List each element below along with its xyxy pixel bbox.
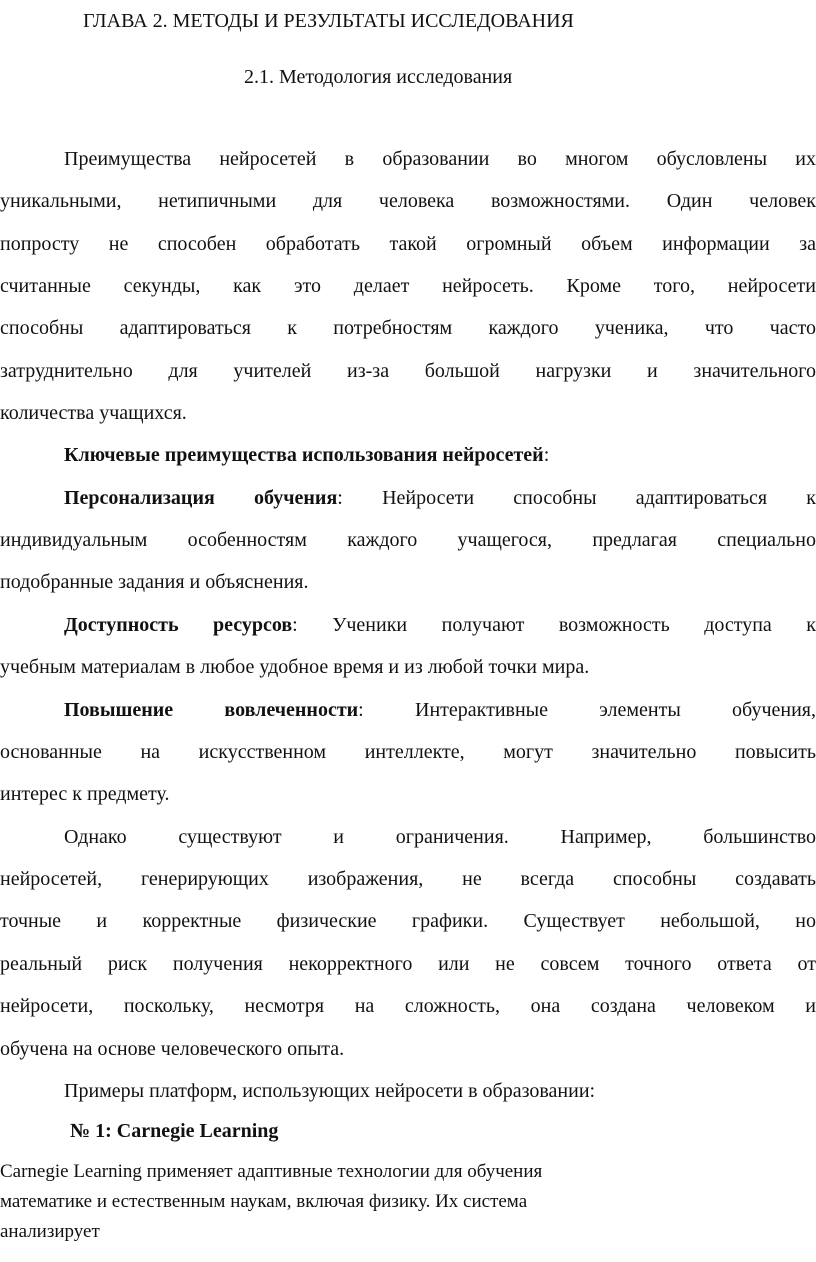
paragraph-line: затруднительно для учителей из-за большой нагрузки и значительного — [0, 360, 816, 382]
example-line: Carnegie Learning применяет адаптивные технологии для обучения — [0, 1161, 543, 1182]
key-advantages-label: Ключевые преимущества использования нейросетей — [64, 444, 544, 466]
paragraph-line: нейросетей, генерирующих изображения, не всегда способны создавать — [0, 868, 816, 890]
paragraph-line: Преимущества нейросетей в образовании во многом обусловлены их — [64, 148, 816, 170]
paragraph-line: подобранные задания и объяснения. — [0, 571, 309, 593]
examples-intro: Примеры платформ, использующих нейросети в образовании: — [64, 1080, 596, 1102]
section-heading: 2.1. Методология исследования — [244, 66, 513, 88]
key-advantages-title — [64, 443, 549, 467]
advantage-term: Повышение вовлеченности — [64, 699, 359, 721]
paragraph-line: основанные на искусственном интеллекте, могут значительно повысить — [0, 741, 816, 763]
example-title: № 1: Carnegie Learning — [70, 1120, 279, 1142]
chapter-heading: ГЛАВА 2. МЕТОДЫ И РЕЗУЛЬТАТЫ ИССЛЕДОВАНИЯ — [83, 10, 574, 32]
advantage-term: Персонализация обучения — [64, 487, 338, 509]
example-line: анализирует — [0, 1221, 100, 1242]
paragraph-line: количества учащихся. — [0, 402, 187, 424]
paragraph-line: уникальными, нетипичными для человека возможностями. Один человек — [0, 190, 816, 212]
paragraph-line: учебным материалам в любое удобное время и из любой точки мира. — [0, 656, 590, 678]
advantage-text: : Интерактивные элементы обучения, — [358, 699, 816, 721]
advantage-text: : Ученики получают возможность доступа к — [292, 614, 816, 636]
key-advantages-colon: : — [543, 444, 550, 466]
paragraph-line: Однако существуют и ограничения. Например, большинство — [64, 826, 816, 848]
advantage-term: Доступность ресурсов — [64, 614, 293, 636]
paragraph-line: попросту не способен обработать такой огромный объем информации за — [0, 233, 816, 255]
advantage-resources — [64, 613, 816, 637]
paragraph-line: обучена на основе человеческого опыта. — [0, 1038, 345, 1060]
advantage-text: : Нейросети способны адаптироваться к — [337, 487, 816, 509]
paragraph-line: нейросети, поскольку, несмотря на сложность, она создана человеком и — [0, 995, 816, 1017]
paragraph-line: способны адаптироваться к потребностям каждого ученика, что часто — [0, 317, 816, 339]
paragraph-line: реальный риск получения некорректного или не совсем точного ответа от — [0, 953, 816, 975]
paragraph-line: индивидуальным особенностям каждого учащегося, предлагая специально — [0, 529, 816, 551]
advantage-personalization — [64, 486, 816, 510]
paragraph-line: интерес к предмету. — [0, 783, 170, 805]
paragraph-line: считанные секунды, как это делает нейросеть. Кроме того, нейросети — [0, 275, 816, 297]
advantage-engagement — [64, 698, 816, 722]
paragraph-line: точные и корректные физические графики. Существует небольшой, но — [0, 910, 816, 932]
example-line: математике и естественным наукам, включая физику. Их система — [0, 1191, 528, 1212]
